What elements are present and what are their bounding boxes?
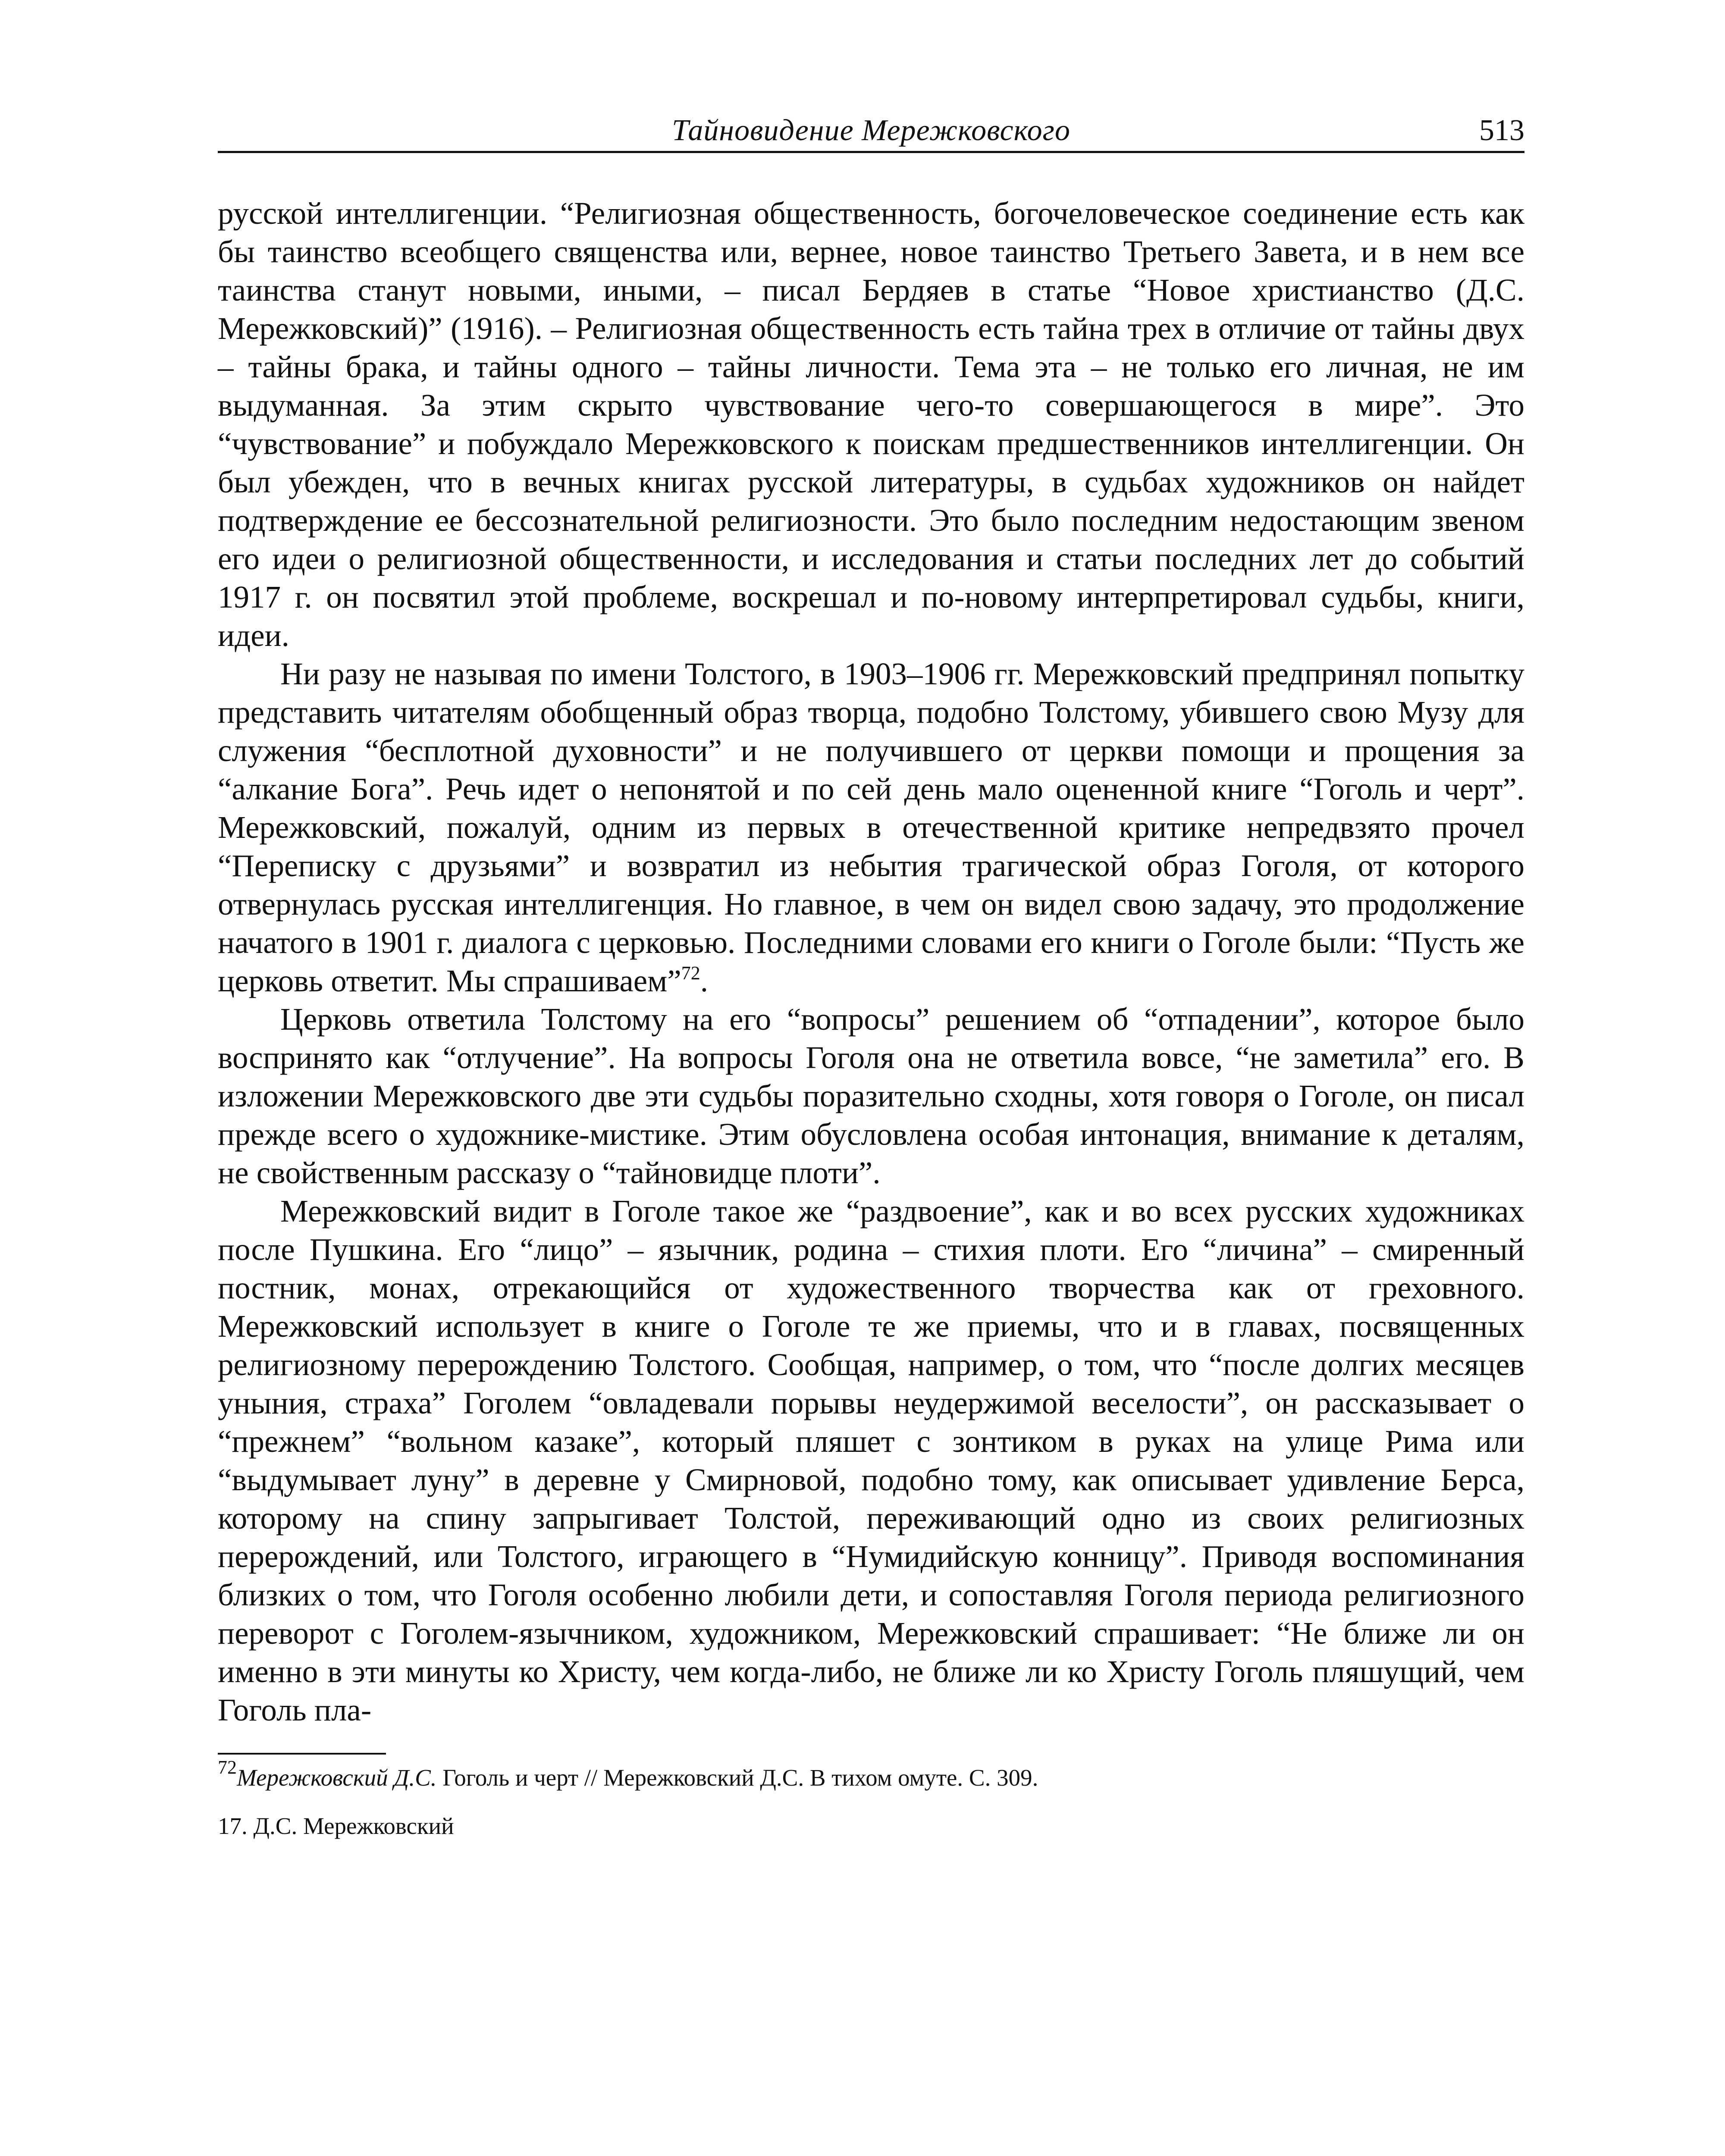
body-text xyxy=(218,194,1524,1729)
running-head xyxy=(218,110,1524,153)
footnote-number: 72 xyxy=(218,1757,237,1778)
running-title: Тайновидение Мережковского xyxy=(672,114,1070,147)
page-number: 513 xyxy=(1479,114,1524,147)
printer-signature: 17. Д.С. Мережковский xyxy=(218,1813,454,1839)
paragraph-2: Ни разу не называя по имени Толстого, в 1903–1906 гг. Мережковский предпринял попытку представить читателям обобщенный образ творца, подобно Толстому, убившего свою Музу для служения “бесплотной духовности” и не получившего от церкви помощи и прощения за “алкание Бога”. Речь идет о непонятой и по сей день мало оцененной книге “Гоголь и черт”. Мережковский, пожалуй, одним из первых в отечественной критике непредвзято прочел “Переписку с друзьями” и возвратил из небытия трагической образ Гоголя, от которого отвернулась русская интеллигенция. Но главное, в чем он видел свою задачу, это продолжение начатого в 1901 г. диалога с церковью. Последними словами его книги о Гоголе были: “Пусть же церковь ответит. Мы спрашиваем”$^{72}$. xyxy=(218,656,1524,998)
paragraph-2-text: Ни разу не называя по имени Толстого, в 1903–1906 гг. Мережковский предпринял попытку представить читателям обобщенный образ творца, подобно Толстому, убившего свою Музу для служения “бесплотной духовности” и не получившего от церкви помощи и прощения за “алкание Бога”. Речь идет о непонятой и по сей день мало оцененной книге “Гоголь и черт”. Мережковский, пожалуй, одним из первых в отечественной критике непредвзято прочел “Переписку с друзьями” и возвратил из небытия трагической образ Гоголя, от которого отвернулась русская интеллигенция. Но главное, в чем он видел свою задачу, это продолжение начатого в 1901 г. диалога с церковью. Последними словами его книги о Гоголе были: “Пусть же церковь ответит. Мы спрашиваем” xyxy=(218,656,1524,998)
footnote-divider xyxy=(218,1753,386,1755)
footnote-marker: 72 xyxy=(681,962,700,984)
book-page xyxy=(218,110,1524,2093)
paragraph-4: Мережковский видит в Гоголе такое же “раздвоение”, как и во всех русских художниках после Пушкина. Его “лицо” – язычник, родина – стихия плоти. Его “личина” – смиренный постник, монах, отрекающийся от художественного творчества как от греховного. Мережковский использует в книге о Гоголе те же приемы, что и в главах, посвященных религиозному перерождению Толстого. Сообщая, например, о том, что “после долгих месяцев уныния, страха” Гоголем “овладевали порывы неудержимой веселости”, он рассказывает о “прежнем” “вольном казаке”, который пляшет с зонтиком в руках на улице Рима или “выдумывает луну” в деревне у Смирновой, подобно тому, как описывает удивление Берса, которому на спину запрыгивает Толстой, переживающий одно из своих религиозных перерождений, или Толстого, играющего в “Нумидийскую конницу”. Приводя воспоминания близких о том, что Гоголя особенно любили дети, и сопоставляя Гоголя периода религиозного переворот с Гоголем-язычником, художником, Мережковский спрашивает: “Не ближе ли он именно в эти минуты ко Христу, чем когда-либо, не ближе ли ко Христу Гоголь пляшущий, чем Гоголь пла- xyxy=(218,1194,1524,1727)
footnote xyxy=(218,1757,1524,1793)
footnote-text: Гоголь и черт // Мережковский Д.С. В тихом омуте. С. 309. xyxy=(436,1764,1038,1791)
footnote-author: Мережковский Д.С. xyxy=(237,1764,437,1791)
paragraph-1: русской интеллигенции. “Религиозная общественность, богочеловеческое соединение есть как бы таинство всеобщего священства или, вернее, новое таинство Третьего Завета, и в нем все таинства станут новыми, иными, – писал Бердяев в статье “Новое христианство (Д.С. Мережковский)” (1916). – Религиозная общественность есть тайна трех в отличие от тайны двух – тайны брака, и тайны одного – тайны личности. Тема эта – не только его личная, не им выдуманная. За этим скрыто чувствование чего-то совершающегося в мире”. Это “чувствование” и побуждало Мережковского к поискам предшественников интеллигенции. Он был убежден, что в вечных книгах русской литературы, в судьбах художников он найдет подтверждение ее бессознательной религиозности. Это было последним недостающим звеном его идеи о религиозной общественности, и исследования и статьи последних лет до событий 1917 г. он посвятил этой проблеме, воскрешал и по-новому интерпретировал судьбы, книги, идеи. xyxy=(218,196,1524,653)
paragraph-3: Церковь ответила Толстому на его “вопросы” решением об “отпадении”, которое было воспринято как “отлучение”. На вопросы Гоголя она не ответила вовсе, “не заметила” его. В изложении Мережковского две эти судьбы поразительно сходны, хотя говоря о Гоголе, он писал прежде всего о художнике-мистике. Этим обусловлена особая интонация, внимание к деталям, не свойственным рассказу о “тайновидце плоти”. xyxy=(218,1002,1524,1190)
